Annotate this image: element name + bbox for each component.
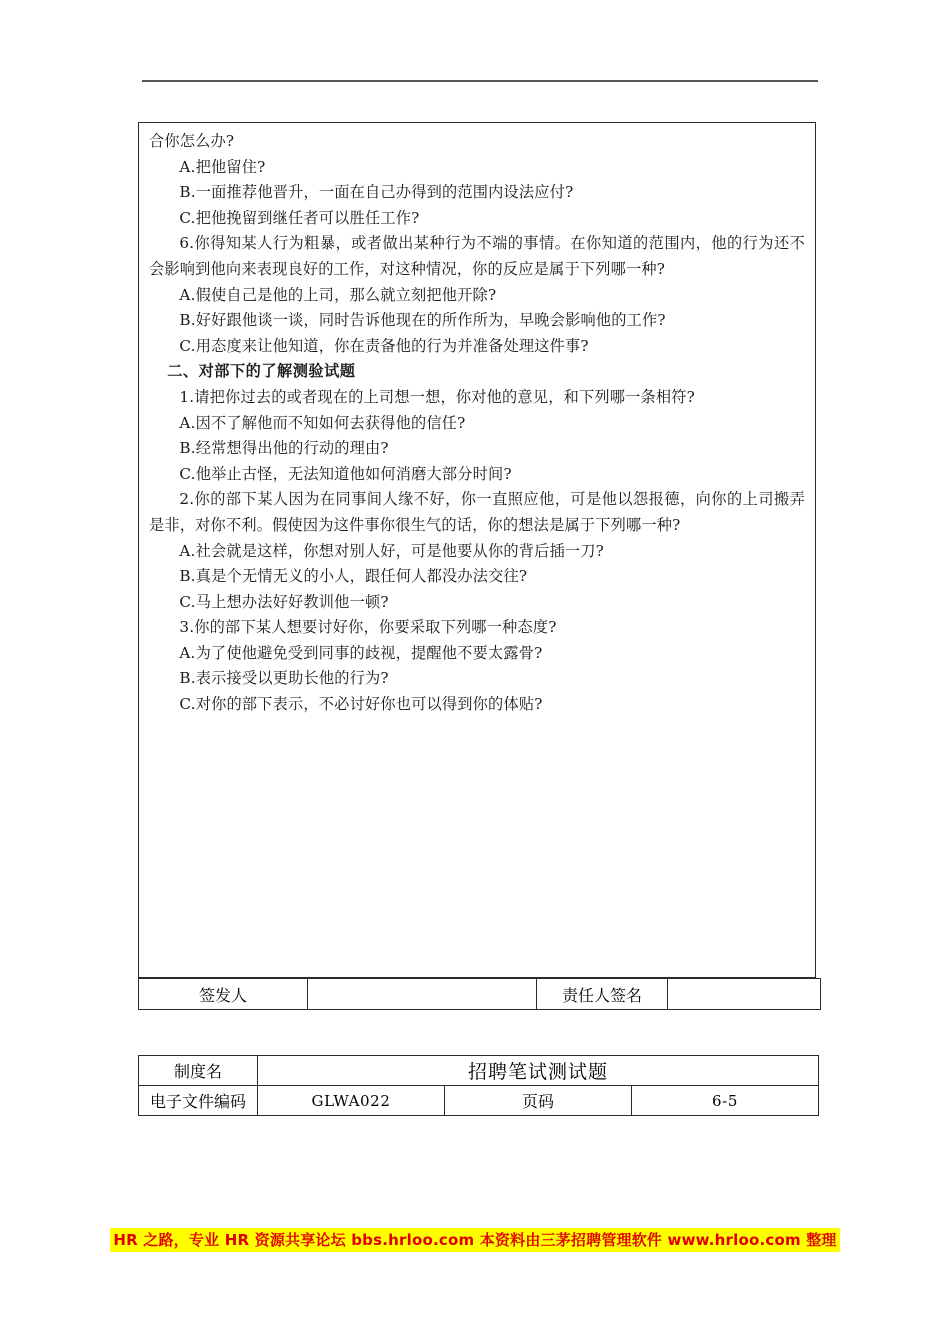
issuer-value[interactable] bbox=[308, 979, 537, 1010]
text-line-14: A.社会就是这样，你想对别人好，可是他要从你的背后插一刀? bbox=[179, 541, 605, 560]
text-line-6: B.好好跟他谈一谈，同时告诉他现在的所作所为，早晚会影响他的工作? bbox=[179, 311, 666, 330]
doc-code-label: 电子文件编码 bbox=[139, 1086, 258, 1116]
text-line-16: C.马上想办法好好教训他一顿? bbox=[179, 592, 389, 611]
system-name-label: 制度名 bbox=[139, 1056, 258, 1086]
text-line-11: B.经常想得出他的行动的理由? bbox=[179, 439, 389, 458]
question-text-block bbox=[149, 129, 811, 718]
table-row bbox=[139, 1056, 819, 1086]
responsible-value[interactable] bbox=[668, 979, 821, 1010]
text-line-5: A.假使自己是他的上司，那么就立刻把他开除? bbox=[179, 285, 497, 304]
text-line-2: B.一面推荐他晋升，一面在自己办得到的范围内设法应付? bbox=[179, 183, 574, 202]
table-row bbox=[139, 979, 821, 1010]
text-line-20: C.对你的部下表示，不必讨好你也可以得到你的体贴? bbox=[179, 695, 543, 714]
text-line-10: A.因不了解他而不知如何去获得他的信任? bbox=[179, 413, 466, 432]
text-line-12: C.他举止古怪，无法知道他如何消磨大部分时间? bbox=[179, 464, 512, 483]
text-line-13: 2.你的部下某人因为在同事间人缘不好，你一直照应他，可是他以怨报德，向你的上司搬弄 是非，对你不利。假使因为这件事你很生气的话，你的想法是属于下列哪一种? bbox=[149, 490, 811, 534]
issuer-label: 签发人 bbox=[139, 979, 308, 1010]
doc-code-value: GLWA022 bbox=[258, 1086, 445, 1116]
table-row bbox=[139, 1086, 819, 1116]
promo-banner bbox=[0, 1228, 950, 1254]
text-line-7: C.用态度来让他知道，你在责备他的行为并准备处理这件事? bbox=[179, 336, 589, 355]
text-line-1: A.把他留住? bbox=[179, 157, 266, 176]
page-number-label: 页码 bbox=[445, 1086, 632, 1116]
text-line-18: A.为了使他避免受到同事的歧视，提醒他不要太露骨? bbox=[179, 643, 543, 662]
header-rule bbox=[142, 80, 818, 82]
document-info-table bbox=[138, 1055, 819, 1116]
page-number-value: 6-5 bbox=[632, 1086, 819, 1116]
text-line-15: B.真是个无情无义的小人，跟任何人都没办法交往? bbox=[179, 567, 528, 586]
text-line-19: B.表示接受以更助长他的行为? bbox=[179, 669, 389, 688]
promo-banner-text: HR 之路，专业 HR 资源共享论坛 bbs.hrloo.com 本资料由三茅招聘管理软件 www.hrloo.com 整理 bbox=[110, 1228, 839, 1252]
text-line-9: 1.请把你过去的或者现在的上司想一想，你对他的意见，和下列哪一条相符? bbox=[179, 387, 696, 406]
system-name-value: 招聘笔试测试题 bbox=[258, 1056, 819, 1086]
question-content-box bbox=[138, 122, 816, 978]
text-line-17: 3.你的部下某人想要讨好你，你要采取下列哪一种态度? bbox=[179, 618, 557, 637]
text-line-4: 6.你得知某人行为粗暴，或者做出某种行为不端的事情。在你知道的范围内，他的行为还不 会影响到他向来表现良好的工作，对这种情况，你的反应是属于下列哪一种? bbox=[149, 234, 811, 278]
section-heading-2: 二、对部下的了解测验试题 bbox=[167, 362, 356, 381]
signature-table bbox=[138, 978, 821, 1010]
text-line-0: 合你怎么办? bbox=[149, 132, 235, 150]
text-line-3: C.把他挽留到继任者可以胜任工作? bbox=[179, 208, 420, 227]
responsible-label: 责任人签名 bbox=[537, 979, 668, 1010]
